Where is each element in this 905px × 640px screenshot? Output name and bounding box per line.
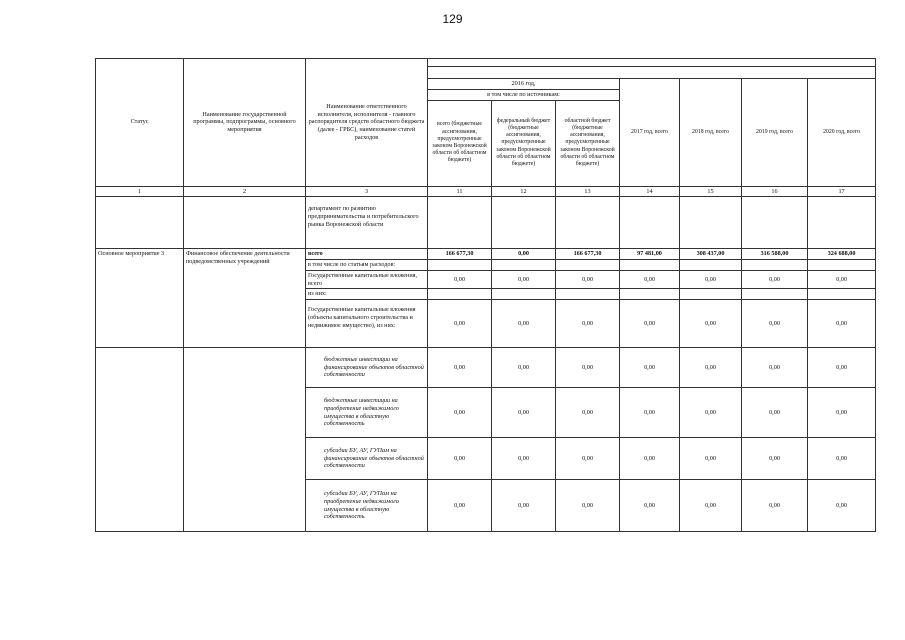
value-cell: 0,00 [428, 388, 492, 438]
value-cell: 0,00 [808, 348, 876, 388]
header-2020: 2020 год, всего [808, 79, 876, 187]
value-cell: 0,00 [428, 270, 492, 289]
status-cell: Основное мероприятие 3 [96, 249, 184, 348]
header-sources: в том числе по источникам: [428, 89, 620, 100]
header-regional: областной бюджет (бюджетные ассигнования, предусмотренные законом Воронежской области об областном бюджете) [556, 100, 620, 186]
value-cell: 0,00 [620, 388, 680, 438]
value-cell: 0,00 [556, 438, 620, 480]
value-cell: 0,00 [742, 300, 808, 348]
value-cell: 0,00 [556, 348, 620, 388]
value-cell: 0,00 [808, 270, 876, 289]
value-cell: 0,00 [556, 388, 620, 438]
value-cell: 0,00 [492, 249, 556, 260]
row-label: бюджетные инвестиции на приобретение недвижимого имущества в областную собственность [306, 388, 428, 438]
value-cell: 97 481,00 [620, 249, 680, 260]
row-label: Государственные капитальные вложения, всего [306, 270, 428, 289]
value-cell: 0,00 [428, 480, 492, 532]
header-status: Статус [96, 59, 184, 187]
value-cell: 0,00 [556, 480, 620, 532]
row-label: бюджетные инвестиции на финансирование объектов областной собственности [306, 348, 428, 388]
header-program: Наименование государственной программы, подпрограммы, основного мероприятия [184, 59, 306, 187]
value-cell: 0,00 [680, 480, 742, 532]
col-number: 16 [742, 186, 808, 197]
value-cell: 0,00 [742, 348, 808, 388]
value-cell: 316 588,00 [742, 249, 808, 260]
value-cell: 0,00 [680, 348, 742, 388]
value-cell: 0,00 [742, 480, 808, 532]
value-cell: 324 688,00 [808, 249, 876, 260]
row-label: в том числе по статьям расходов: [306, 260, 428, 271]
value-cell: 0,00 [620, 480, 680, 532]
value-cell: 0,00 [680, 438, 742, 480]
header-2018: 2018 год, всего [680, 79, 742, 187]
value-cell: 0,00 [620, 438, 680, 480]
header-total-2016: всего (бюджетные ассигнования, предусмотренные законом Воронежской области об областном бюджете) [428, 100, 492, 186]
value-cell: 0,00 [680, 388, 742, 438]
col-number: 3 [306, 186, 428, 197]
value-cell: 0,00 [428, 300, 492, 348]
value-cell: 0,00 [808, 438, 876, 480]
program-cell: Финансовое обеспечение деятельности подведомственных учреждений [184, 249, 306, 348]
value-cell: 308 437,00 [680, 249, 742, 260]
value-cell: 0,00 [556, 270, 620, 289]
header-2017: 2017 год, всего [620, 79, 680, 187]
col-number: 1 [96, 186, 184, 197]
value-cell: 0,00 [808, 480, 876, 532]
col-number: 17 [808, 186, 876, 197]
row-label: всего [306, 249, 428, 260]
col-number: 14 [620, 186, 680, 197]
value-cell: 0,00 [620, 348, 680, 388]
value-cell: 0,00 [620, 300, 680, 348]
value-cell: 0,00 [808, 300, 876, 348]
value-cell: 0,00 [492, 270, 556, 289]
value-cell: 0,00 [742, 388, 808, 438]
department-name: департамент по развитию предпринимательства и потребительского рынка Воронежской области [306, 197, 428, 249]
value-cell: 0,00 [680, 270, 742, 289]
header-year-2016: 2016 год, [428, 79, 620, 90]
col-number: 12 [492, 186, 556, 197]
header-executor: Наименование ответственного исполнителя, исполнителя - главного распорядителя средств областного бюджета (далее - ГРБС), наименование статей расходов [306, 59, 428, 187]
header-federal: федеральный бюджет (бюджетные ассигнования, предусмотренные законом Воронежской области об областном бюджете) [492, 100, 556, 186]
value-cell: 0,00 [680, 300, 742, 348]
value-cell: 0,00 [492, 438, 556, 480]
col-number: 11 [428, 186, 492, 197]
header-blank [428, 59, 876, 67]
value-cell: 0,00 [492, 480, 556, 532]
header-2019: 2019 год, всего [742, 79, 808, 187]
row-label: субсидии БУ, АУ, ГУПам на финансирование объектов областной собственности [306, 438, 428, 480]
value-cell: 0,00 [620, 270, 680, 289]
value-cell: 0,00 [428, 438, 492, 480]
row-label: из них: [306, 289, 428, 300]
row-label: Государственные капитальные вложения (объекты капитального строительства и недвижимое имущество), из них: [306, 300, 428, 348]
page-number: 129 [442, 12, 463, 26]
col-number: 13 [556, 186, 620, 197]
value-cell: 0,00 [742, 270, 808, 289]
header-blank-2 [428, 67, 876, 79]
value-cell: 0,00 [492, 348, 556, 388]
budget-table [95, 58, 876, 532]
value-cell: 0,00 [556, 300, 620, 348]
value-cell: 0,00 [808, 388, 876, 438]
row-label: субсидии БУ, АУ, ГУПам на приобретение недвижимого имущества в областную собственность [306, 480, 428, 532]
value-cell: 0,00 [492, 300, 556, 348]
value-cell: 0,00 [742, 438, 808, 480]
value-cell: 0,00 [428, 348, 492, 388]
value-cell: 166 677,30 [556, 249, 620, 260]
col-number: 15 [680, 186, 742, 197]
value-cell: 166 677,30 [428, 249, 492, 260]
col-number: 2 [184, 186, 306, 197]
value-cell: 0,00 [492, 388, 556, 438]
